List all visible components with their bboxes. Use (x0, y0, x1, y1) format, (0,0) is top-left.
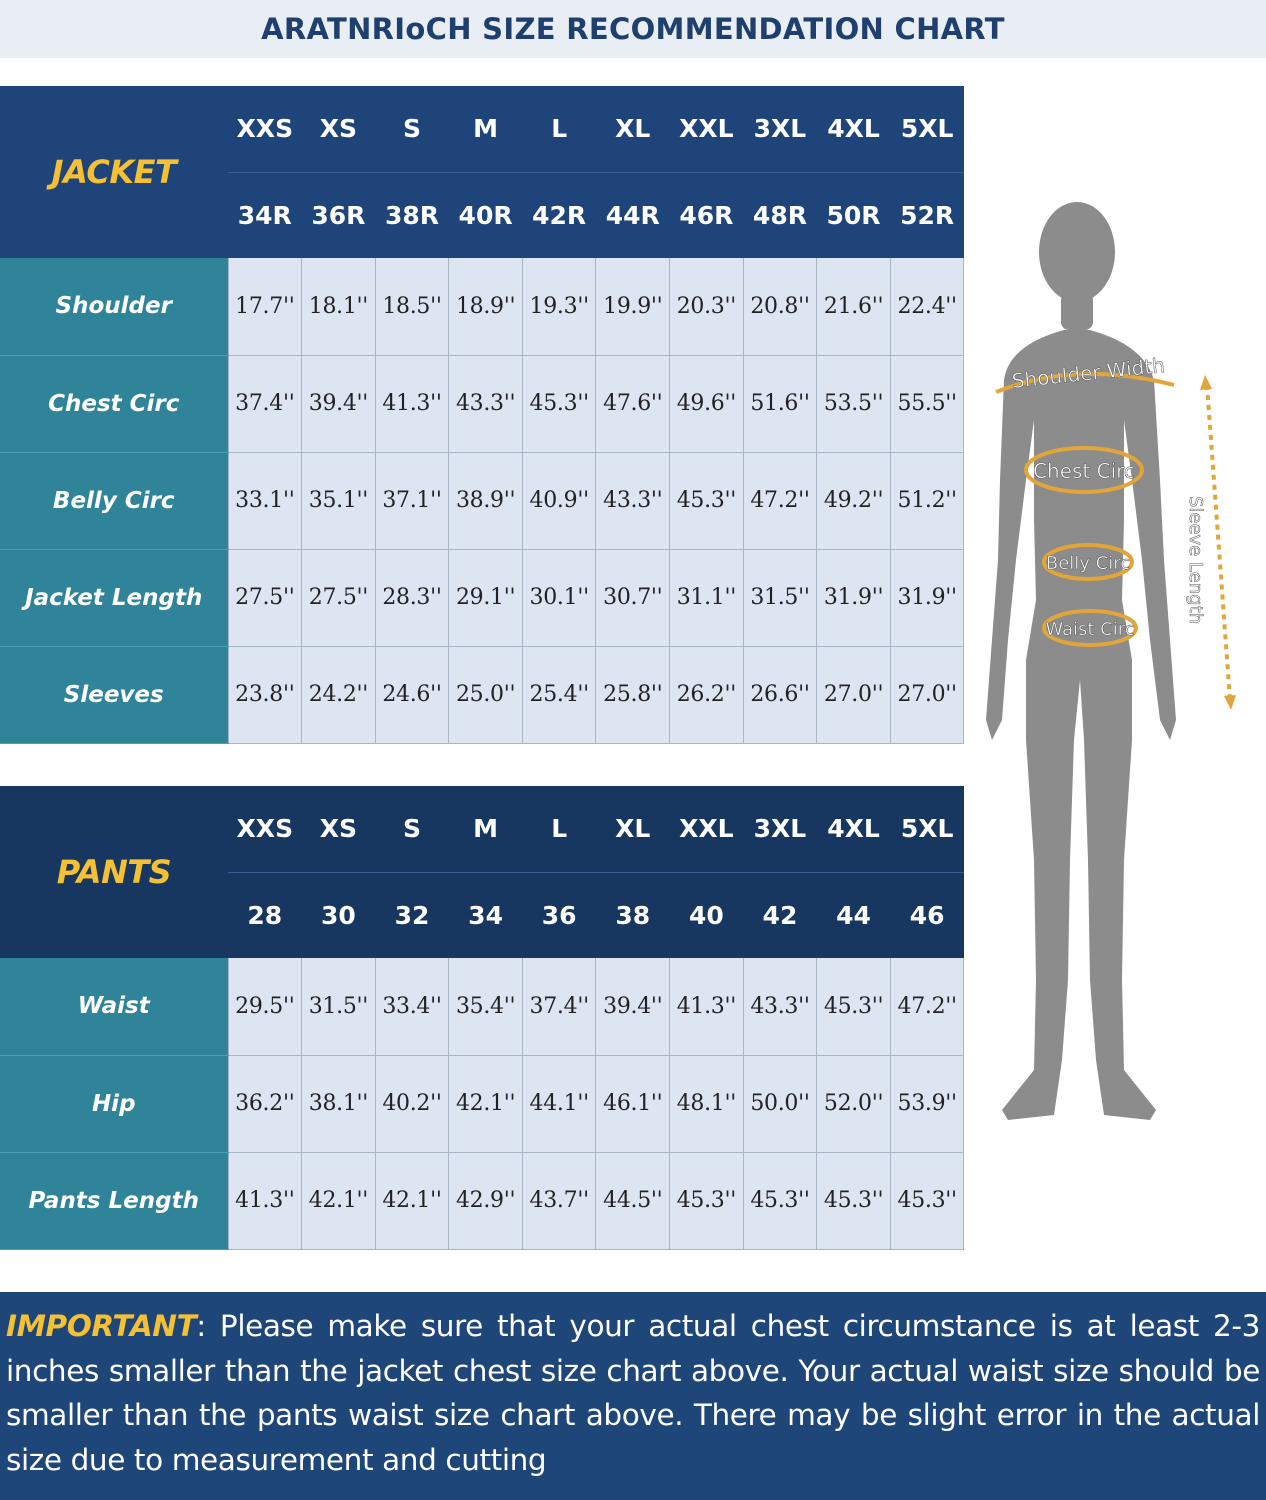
jacket-size-header: 4XL (817, 86, 891, 172)
measurement-cell: 18.5'' (375, 258, 449, 355)
measurement-cell: 25.8'' (596, 646, 670, 743)
measurement-cell: 23.8'' (228, 646, 302, 743)
measurement-cell: 33.4'' (375, 958, 449, 1055)
measurement-cell: 24.6'' (375, 646, 449, 743)
measurement-cell: 45.3'' (670, 452, 744, 549)
measurement-cell: 45.3'' (522, 355, 596, 452)
measurement-cell: 49.2'' (817, 452, 891, 549)
pants-size-code: 44 (817, 872, 891, 958)
measurement-cell: 35.1'' (302, 452, 376, 549)
measurement-cell: 44.5'' (596, 1152, 670, 1249)
row-label: Belly Circ (0, 452, 228, 549)
jacket-size-header: XXL (670, 86, 744, 172)
jacket-size-table (0, 86, 964, 744)
table-row (0, 549, 964, 646)
title-bar (0, 0, 1266, 58)
measurement-cell: 36.2'' (228, 1055, 302, 1152)
measurement-cell: 47.2'' (890, 958, 964, 1055)
row-label: Waist (0, 958, 228, 1055)
measurement-cell: 31.5'' (302, 958, 376, 1055)
pants-size-header: XS (302, 786, 376, 872)
pants-size-code: 32 (375, 872, 449, 958)
row-label: Sleeves (0, 646, 228, 743)
table-row (0, 1152, 964, 1249)
measurement-cell: 43.7'' (522, 1152, 596, 1249)
measurement-cell: 42.1'' (449, 1055, 523, 1152)
pants-size-code: 40 (670, 872, 744, 958)
row-label: Chest Circ (0, 355, 228, 452)
row-label: Jacket Length (0, 549, 228, 646)
measurement-cell: 41.3'' (228, 1152, 302, 1249)
measurement-cell: 42.9'' (449, 1152, 523, 1249)
important-keyword: IMPORTANT (6, 1309, 197, 1343)
measurement-cell: 31.9'' (817, 549, 891, 646)
pants-section-label: PANTS (0, 786, 228, 958)
measurement-cell: 18.9'' (449, 258, 523, 355)
measurement-cell: 45.3'' (670, 1152, 744, 1249)
measurement-cell: 37.4'' (228, 355, 302, 452)
table-row (0, 1055, 964, 1152)
measurement-cell: 41.3'' (670, 958, 744, 1055)
jacket-section-label: JACKET (0, 86, 228, 258)
jacket-size-header: L (522, 86, 596, 172)
jacket-size-header: XL (596, 86, 670, 172)
jacket-size-header: M (449, 86, 523, 172)
measurement-cell: 27.5'' (228, 549, 302, 646)
measurement-cell: 20.8'' (743, 258, 817, 355)
sleeve-length-label: Sleeve Length (1185, 495, 1206, 625)
measurement-cell: 48.1'' (670, 1055, 744, 1152)
pants-size-code: 46 (890, 872, 964, 958)
shoulder-width-label: Shoulder Width (1010, 353, 1166, 393)
measurement-cell: 28.3'' (375, 549, 449, 646)
page-title: ARATNRIoCH SIZE RECOMMENDATION CHART (261, 12, 1005, 46)
jacket-size-code: 52R (890, 172, 964, 258)
pants-size-header: 4XL (817, 786, 891, 872)
pants-size-code: 28 (228, 872, 302, 958)
measurement-cell: 41.3'' (375, 355, 449, 452)
measurement-cell: 25.0'' (449, 646, 523, 743)
jacket-size-header: S (375, 86, 449, 172)
measurement-cell: 37.4'' (522, 958, 596, 1055)
measurement-cell: 55.5'' (890, 355, 964, 452)
measurement-cell: 20.3'' (670, 258, 744, 355)
measurement-cell: 38.9'' (449, 452, 523, 549)
measurement-cell: 31.9'' (890, 549, 964, 646)
chest-circ-label: Chest Circ (1033, 459, 1135, 483)
measurement-cell: 52.0'' (817, 1055, 891, 1152)
waist-circ-label: Waist Circ (1045, 619, 1135, 640)
pants-size-code: 38 (596, 872, 670, 958)
jacket-size-header: XS (302, 86, 376, 172)
jacket-size-code: 42R (522, 172, 596, 258)
measurement-cell: 37.1'' (375, 452, 449, 549)
measurement-cell: 42.1'' (375, 1152, 449, 1249)
measurement-cell: 39.4'' (302, 355, 376, 452)
pants-size-code: 42 (743, 872, 817, 958)
jacket-size-code: 34R (228, 172, 302, 258)
measurement-cell: 26.2'' (670, 646, 744, 743)
measurement-cell: 43.3'' (596, 452, 670, 549)
pants-size-code: 30 (302, 872, 376, 958)
measurement-cell: 21.6'' (817, 258, 891, 355)
measurement-cell: 47.6'' (596, 355, 670, 452)
pants-size-code: 36 (522, 872, 596, 958)
pants-size-header: M (449, 786, 523, 872)
pants-size-header: XXS (228, 786, 302, 872)
important-text: : Please make sure that your actual chest circumstance is at least 2-3 inches smaller than the jacket chest size chart above. Your actual waist size should be smaller than the pants waist size chart above. There may be slight error in the actual size due to measurement and cutting (6, 1309, 1260, 1477)
measurement-cell: 27.0'' (890, 646, 964, 743)
measurement-cell: 45.3'' (743, 1152, 817, 1249)
jacket-size-code: 48R (743, 172, 817, 258)
measurement-cell: 47.2'' (743, 452, 817, 549)
sleeve-arrow-up-icon (1200, 375, 1212, 390)
row-label: Hip (0, 1055, 228, 1152)
measurement-cell: 17.7'' (228, 258, 302, 355)
row-label: Shoulder (0, 258, 228, 355)
jacket-size-code: 36R (302, 172, 376, 258)
measurement-cell: 38.1'' (302, 1055, 376, 1152)
measurement-cell: 49.6'' (670, 355, 744, 452)
sleeve-arrow-down-icon (1224, 695, 1236, 710)
measurement-cell: 53.5'' (817, 355, 891, 452)
measurement-cell: 22.4'' (890, 258, 964, 355)
row-label: Pants Length (0, 1152, 228, 1249)
measurement-cell: 30.1'' (522, 549, 596, 646)
jacket-size-header: XXS (228, 86, 302, 172)
measurement-cell: 25.4'' (522, 646, 596, 743)
measurement-cell: 50.0'' (743, 1055, 817, 1152)
measurement-cell: 27.5'' (302, 549, 376, 646)
table-row (0, 646, 964, 743)
pants-size-table (0, 786, 964, 1250)
jacket-size-code: 40R (449, 172, 523, 258)
measurement-cell: 33.1'' (228, 452, 302, 549)
jacket-size-code: 50R (817, 172, 891, 258)
measurement-cell: 19.3'' (522, 258, 596, 355)
pants-size-header: L (522, 786, 596, 872)
measurement-cell: 51.6'' (743, 355, 817, 452)
body-measurement-figure (964, 180, 1266, 1180)
measurement-cell: 31.1'' (670, 549, 744, 646)
pants-size-header: 3XL (743, 786, 817, 872)
belly-circ-label: Belly Circ (1045, 553, 1131, 574)
measurement-cell: 31.5'' (743, 549, 817, 646)
measurement-cell: 29.1'' (449, 549, 523, 646)
important-note (0, 1292, 1266, 1500)
measurement-cell: 26.6'' (743, 646, 817, 743)
measurement-cell: 51.2'' (890, 452, 964, 549)
pants-size-header: XXL (670, 786, 744, 872)
pants-size-header: 5XL (890, 786, 964, 872)
measurement-cell: 35.4'' (449, 958, 523, 1055)
table-row (0, 258, 964, 355)
pants-size-header: XL (596, 786, 670, 872)
measurement-cell: 43.3'' (743, 958, 817, 1055)
measurement-cell: 45.3'' (817, 958, 891, 1055)
jacket-size-header: 3XL (743, 86, 817, 172)
measurement-cell: 39.4'' (596, 958, 670, 1055)
jacket-size-code: 46R (670, 172, 744, 258)
jacket-size-code: 38R (375, 172, 449, 258)
measurement-cell: 40.2'' (375, 1055, 449, 1152)
measurement-cell: 45.3'' (817, 1152, 891, 1249)
table-row (0, 958, 964, 1055)
measurement-cell: 27.0'' (817, 646, 891, 743)
measurement-cell: 19.9'' (596, 258, 670, 355)
measurement-cell: 45.3'' (890, 1152, 964, 1249)
measurement-cell: 44.1'' (522, 1055, 596, 1152)
pants-size-header: S (375, 786, 449, 872)
body-silhouette (986, 202, 1176, 1120)
jacket-size-header: 5XL (890, 86, 964, 172)
measurement-cell: 46.1'' (596, 1055, 670, 1152)
measurement-cell: 30.7'' (596, 549, 670, 646)
measurement-cell: 43.3'' (449, 355, 523, 452)
measurement-cell: 29.5'' (228, 958, 302, 1055)
measurement-cell: 53.9'' (890, 1055, 964, 1152)
table-row (0, 355, 964, 452)
pants-size-code: 34 (449, 872, 523, 958)
measurement-cell: 40.9'' (522, 452, 596, 549)
table-row (0, 452, 964, 549)
sleeve-guide (1207, 385, 1230, 700)
measurement-cell: 18.1'' (302, 258, 376, 355)
measurement-cell: 42.1'' (302, 1152, 376, 1249)
jacket-size-code: 44R (596, 172, 670, 258)
measurement-cell: 24.2'' (302, 646, 376, 743)
